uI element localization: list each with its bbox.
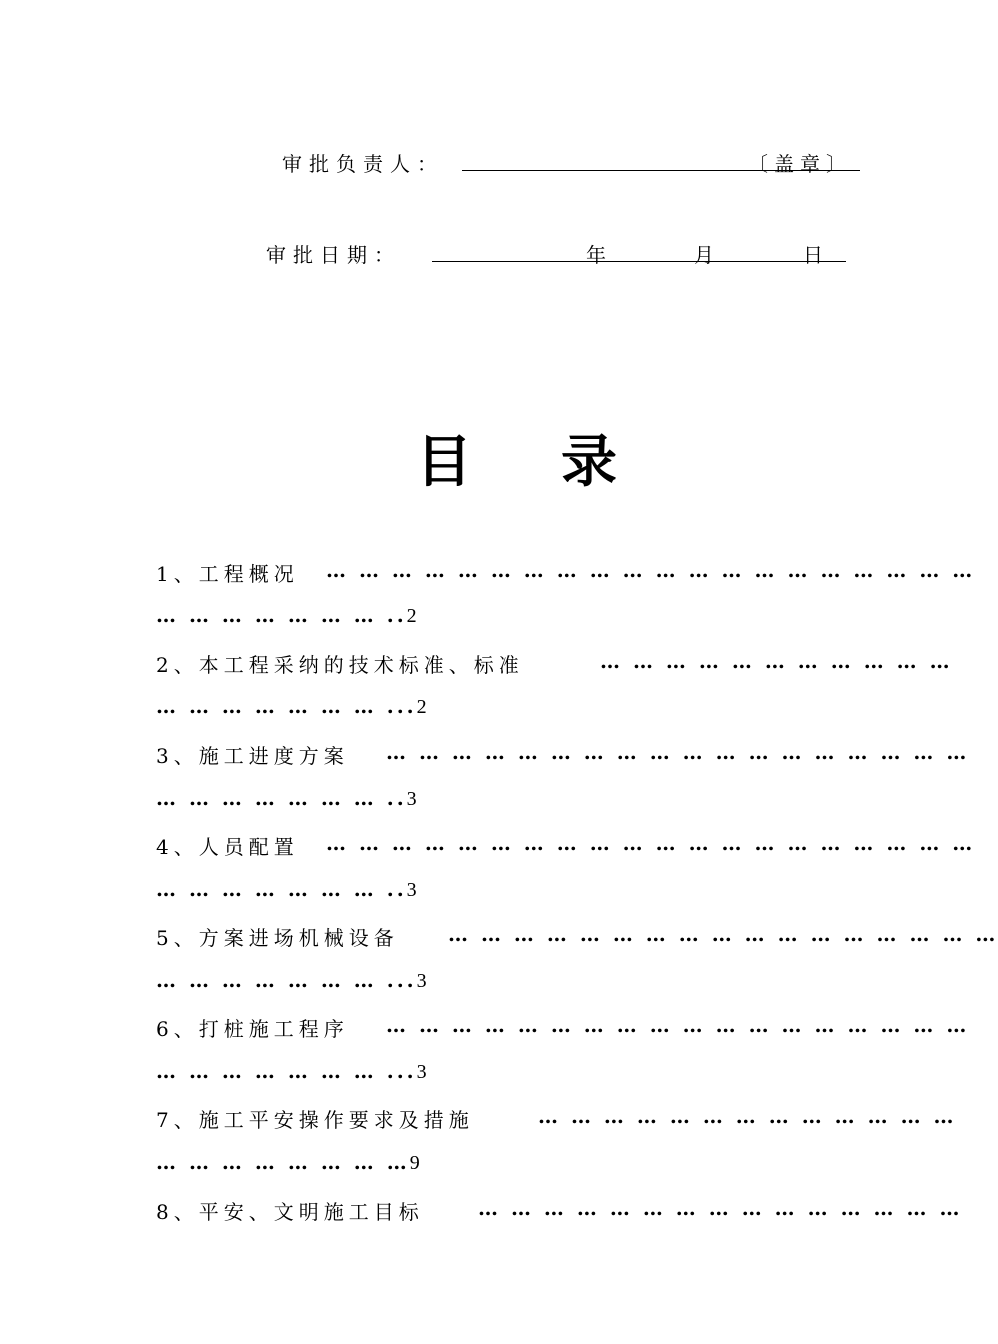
date-year: 年 — [586, 243, 612, 267]
toc-page-number: 2 — [406, 605, 417, 627]
toc-leader-dots: … … … … … … … … … … … … … — [538, 1104, 957, 1128]
toc-leader-dots: … … … … … … … … … … … … … … … … … — [448, 922, 998, 946]
toc-leader-dots-cont: … … … … … … … .. — [156, 786, 407, 810]
toc-leader-dots-cont: … … … … … … … .. — [156, 877, 407, 901]
toc-leader-dots-cont: … … … … … … … ... — [156, 1059, 417, 1083]
toc-page-number: 2 — [416, 696, 427, 718]
toc-title-char-2: 录 — [561, 429, 617, 495]
approver-label: 审批负责人： — [282, 152, 444, 176]
toc-item-label: 3、施工进度方案 — [156, 744, 349, 768]
toc-leader-dots: … … … … … … … … … … … … … … … … … … … … — [326, 831, 976, 855]
toc-page-number: 9 — [409, 1152, 420, 1174]
toc-leader-dots-cont: … … … … … … … ... — [156, 968, 417, 992]
toc-leader-dots: … … … … … … … … … … … … … … … — [478, 1196, 963, 1220]
toc-leader-dots-cont: … … … … … … … … — [156, 1150, 410, 1174]
toc-item-label: 7、施工平安操作要求及措施 — [156, 1108, 474, 1132]
date-day: 日 — [803, 243, 829, 267]
toc-page-number: 3 — [416, 1061, 427, 1083]
toc-leader-dots: … … … … … … … … … … … … … … … … … … — [386, 1013, 970, 1037]
toc-leader-dots: … … … … … … … … … … … … … … … … … … … … — [326, 558, 976, 582]
approval-date-label: 审批日期： — [266, 243, 401, 267]
toc-page-number: 3 — [416, 970, 427, 992]
approval-date-underline — [432, 261, 846, 262]
toc-page-number: 3 — [406, 788, 417, 810]
toc-item-label: 5、方案进场机械设备 — [156, 926, 399, 950]
toc-leader-dots-cont: … … … … … … … ... — [156, 694, 417, 718]
toc-item-label: 1、工程概况 — [156, 562, 299, 586]
toc-item-label: 6、打桩施工程序 — [156, 1017, 349, 1041]
toc-item-label: 2、本工程采纳的技术标准、标准 — [156, 653, 524, 677]
toc-leader-dots-cont: … … … … … … … .. — [156, 603, 407, 627]
seal-text: 〔盖章〕 — [748, 152, 852, 176]
toc-item-label: 4、人员配置 — [156, 835, 299, 859]
toc-page-number: 3 — [406, 879, 417, 901]
toc-title-char-1: 目 — [416, 429, 472, 495]
toc-leader-dots: … … … … … … … … … … … — [600, 649, 953, 673]
toc-leader-dots: … … … … … … … … … … … … … … … … … … — [386, 740, 970, 764]
toc-item-label: 8、平安、文明施工目标 — [156, 1200, 424, 1224]
date-month: 月 — [694, 243, 720, 267]
